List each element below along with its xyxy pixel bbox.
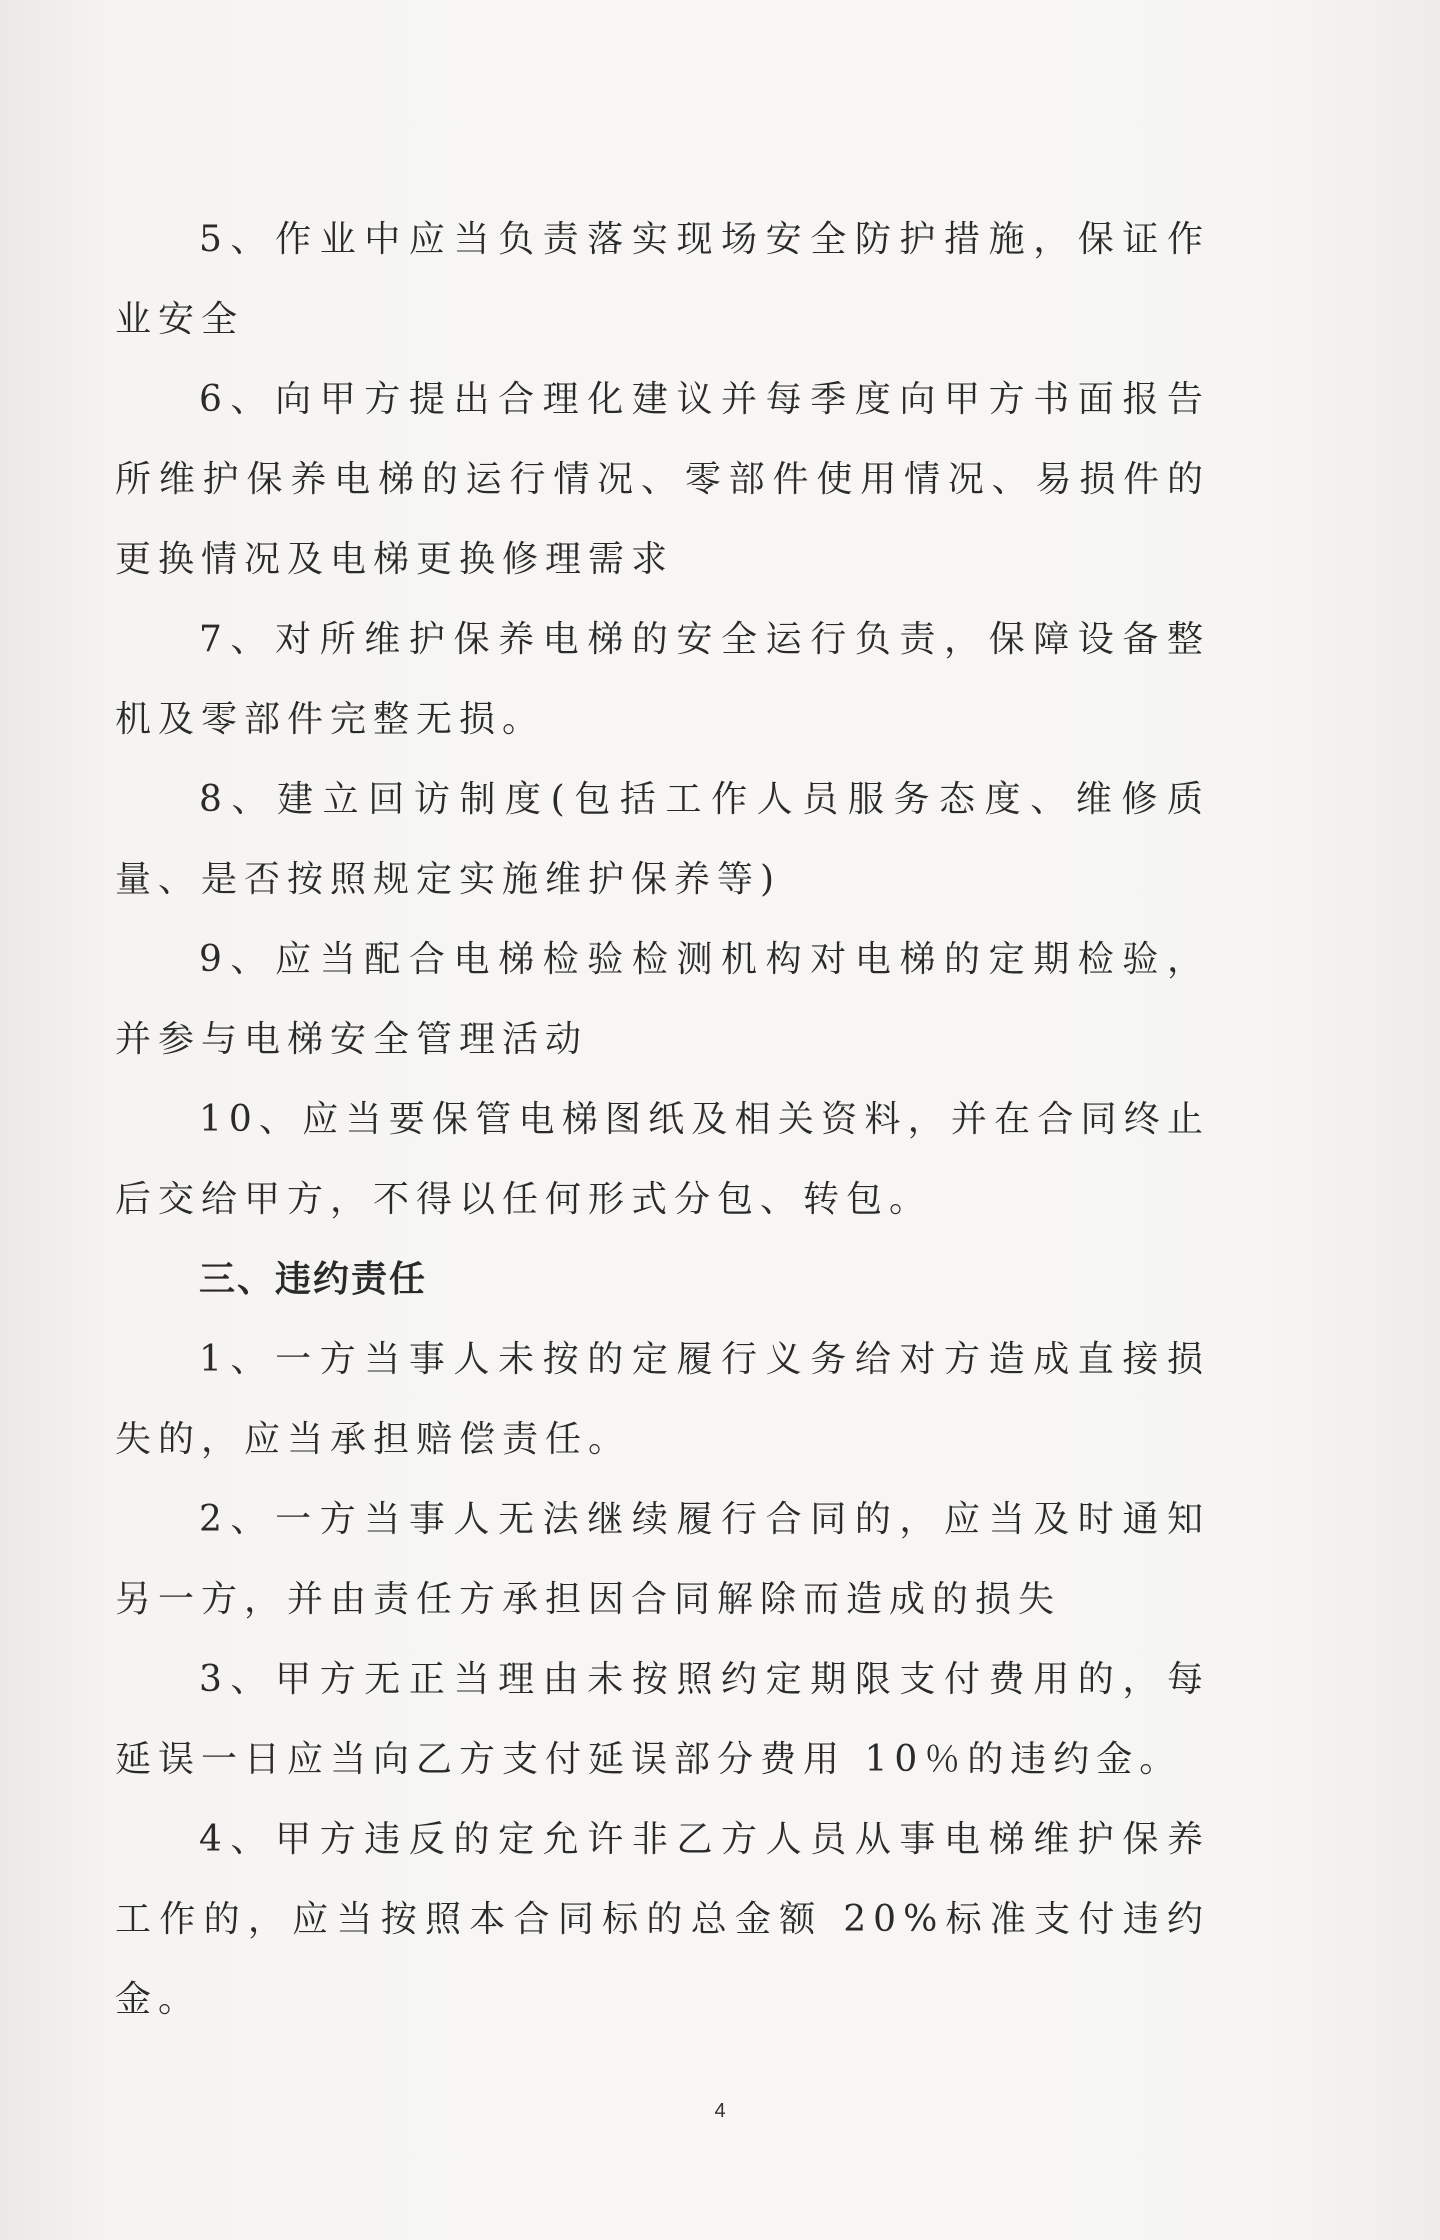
liability-clause-3: 3、甲方无正当理由未按照约定期限支付费用的，每延误一日应当向乙方支付延误部分费用 10％的违约金。 (115, 1659, 1210, 1780)
paragraph-item-7: 7、对所维护保养电梯的安全运行负责，保障设备整机及零部件完整无损。 (115, 619, 1210, 740)
section-heading: 三、违约责任 (199, 1259, 428, 1300)
paragraph-item-6: 6、向甲方提出合理化建议并每季度向甲方书面报告所维护保养电梯的运行情况、零部件使用情况、易损件的更换情况及电梯更换修理需求 (115, 379, 1210, 580)
page-number: 4 (714, 2100, 726, 2122)
liability-clause-4: 4、甲方违反的定允许非乙方人员从事电梯维护保养工作的，应当按照本合同标的总金额 20%标准支付违约金。 (115, 1819, 1210, 2020)
paragraph-item-9: 9、应当配合电梯检验检测机构对电梯的定期检验，并参与电梯安全管理活动 (115, 939, 1210, 1060)
paragraph-item-5: 5、作业中应当负责落实现场安全防护措施，保证作业安全 (115, 219, 1210, 340)
liability-clause-2: 2、一方当事人无法继续履行合同的，应当及时通知另一方，并由责任方承担因合同解除而造成的损失 (115, 1499, 1210, 1620)
document-body (115, 200, 1210, 2040)
paragraph-item-10: 10、应当要保管电梯图纸及相关资料，并在合同终止后交给甲方，不得以任何形式分包、转包。 (115, 1099, 1210, 1220)
paragraph-item-8: 8、建立回访制度(包括工作人员服务态度、维修质量、是否按照规定实施维护保养等) (115, 779, 1210, 900)
liability-clause-1: 1、一方当事人未按的定履行义务给对方造成直接损失的，应当承担赔偿责任。 (115, 1339, 1210, 1460)
